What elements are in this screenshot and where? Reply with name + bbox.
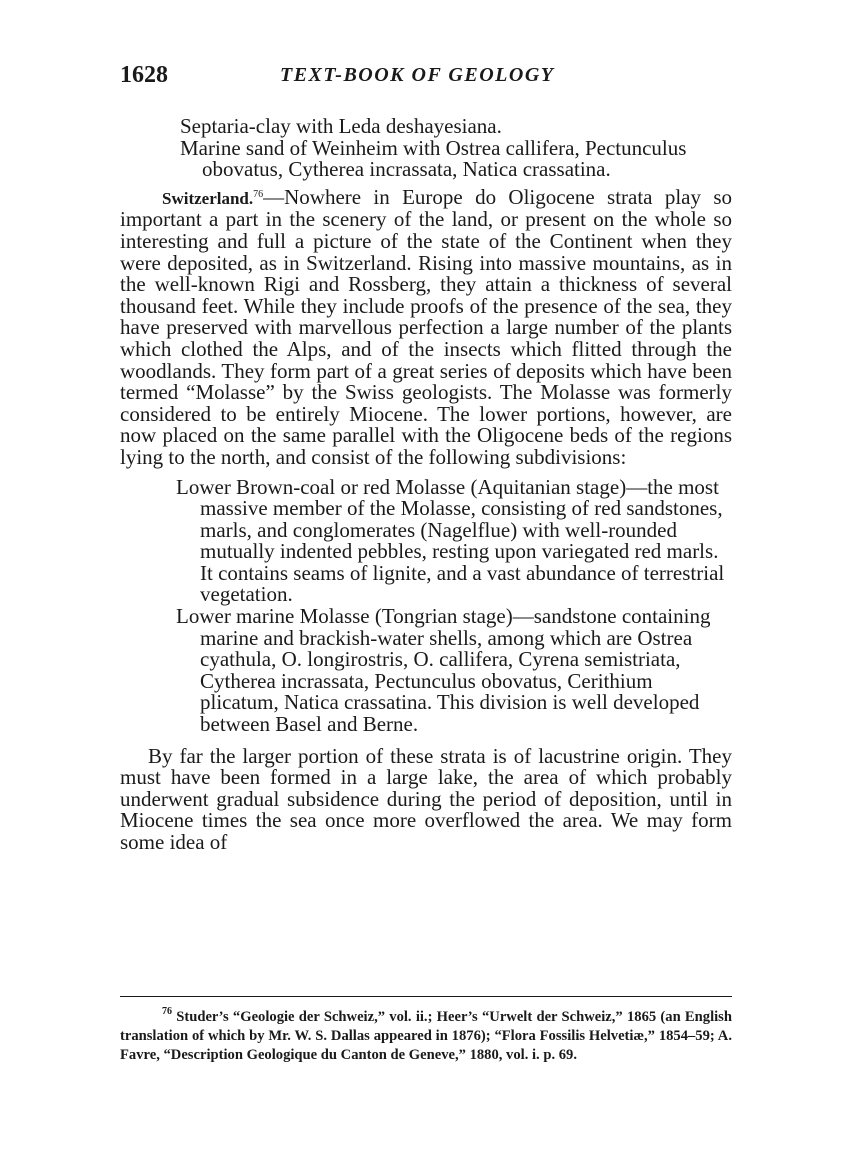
footnote-number: 76 (162, 1006, 172, 1017)
list-item: Lower Brown-coal or red Molasse (Aquitanian stage)—the most massive member of the Molasse, consisting of red sandstones, marls, and conglomerates (Nagelflue) with well-rounded mutually indented pebbles, resting upon variegated red marls. It contains seams of lignite, and a vast abundance of terrestrial vegetation. (176, 474, 725, 607)
footnote-reference: 76 (253, 188, 264, 200)
running-title: TEXT-BOOK OF GEOLOGY (280, 64, 555, 86)
list-item: Septaria-clay with Leda deshayesiana. (180, 114, 502, 138)
page-number: 1628 (120, 62, 168, 88)
list-item: Marine sand of Weinheim with Ostrea callifera, Pectunculus obovatus, Cytherea incrassata, Natica crassatina. (180, 135, 687, 182)
footnote-divider (120, 996, 732, 997)
paragraph-lead-heading: Switzerland. (162, 188, 254, 208)
paragraph-text: —Nowhere in Europe do Oligocene strata play so important a part in the scenery of the land, or present on the whole so interesting and full a picture of the state of the Continent when they were deposited, as in Switzerland. Rising into massive mountains, as in the well-known Rigi and Rossberg, they attain a thickness of several thousand feet. While they include proofs of the presence of the sea, they have preserved with marvellous perfection a large number of the plants which clothed the Alps, and of the insects which flitted through the woodlands. They form part of a great series of deposits which have been termed “Molasse” by the Swiss geologists. The Molasse was formerly considered to be entirely Miocene. The lower portions, however, are now placed on the same parallel with the Oligocene beds of the regions lying to the north, and consist of the following subdivisions: (120, 184, 732, 469)
footnote-text: Studer’s “Geologie der Schweiz,” vol. ii.; Heer’s “Urwelt der Schweiz,” 1865 (an English translation of which by Mr. W. S. Dallas appeared in 1876); “Flora Fossilis Helvetiæ,” 1854–59; A. Favre, “Description Geologique du Canton de Geneve,” 1880, vol. i. p. 69. (120, 1009, 732, 1063)
list-item: Lower marine Molasse (Tongrian stage)—sandstone containing marine and brackish-water shells, among which are Ostrea cyathula, O. longirostris, O. callifera, Cyrena semistriata, Cytherea incrassata, Pectunculus obovatus, Cerithium plicatum, Natica crassatina. This division is well developed between Basel and Berne. (176, 604, 711, 737)
footnote (120, 1008, 732, 1065)
page-body (120, 116, 732, 854)
paragraph-switzerland (120, 184, 732, 469)
paragraph-lacustrine: By far the larger portion of these strata is of lacustrine origin. They must have been formed in a large lake, the area of which probably underwent gradual subsidence during the period of deposition, until in Miocene times the sea once more overflowed the area. We may form some idea of (120, 743, 732, 854)
page-header (120, 62, 730, 92)
